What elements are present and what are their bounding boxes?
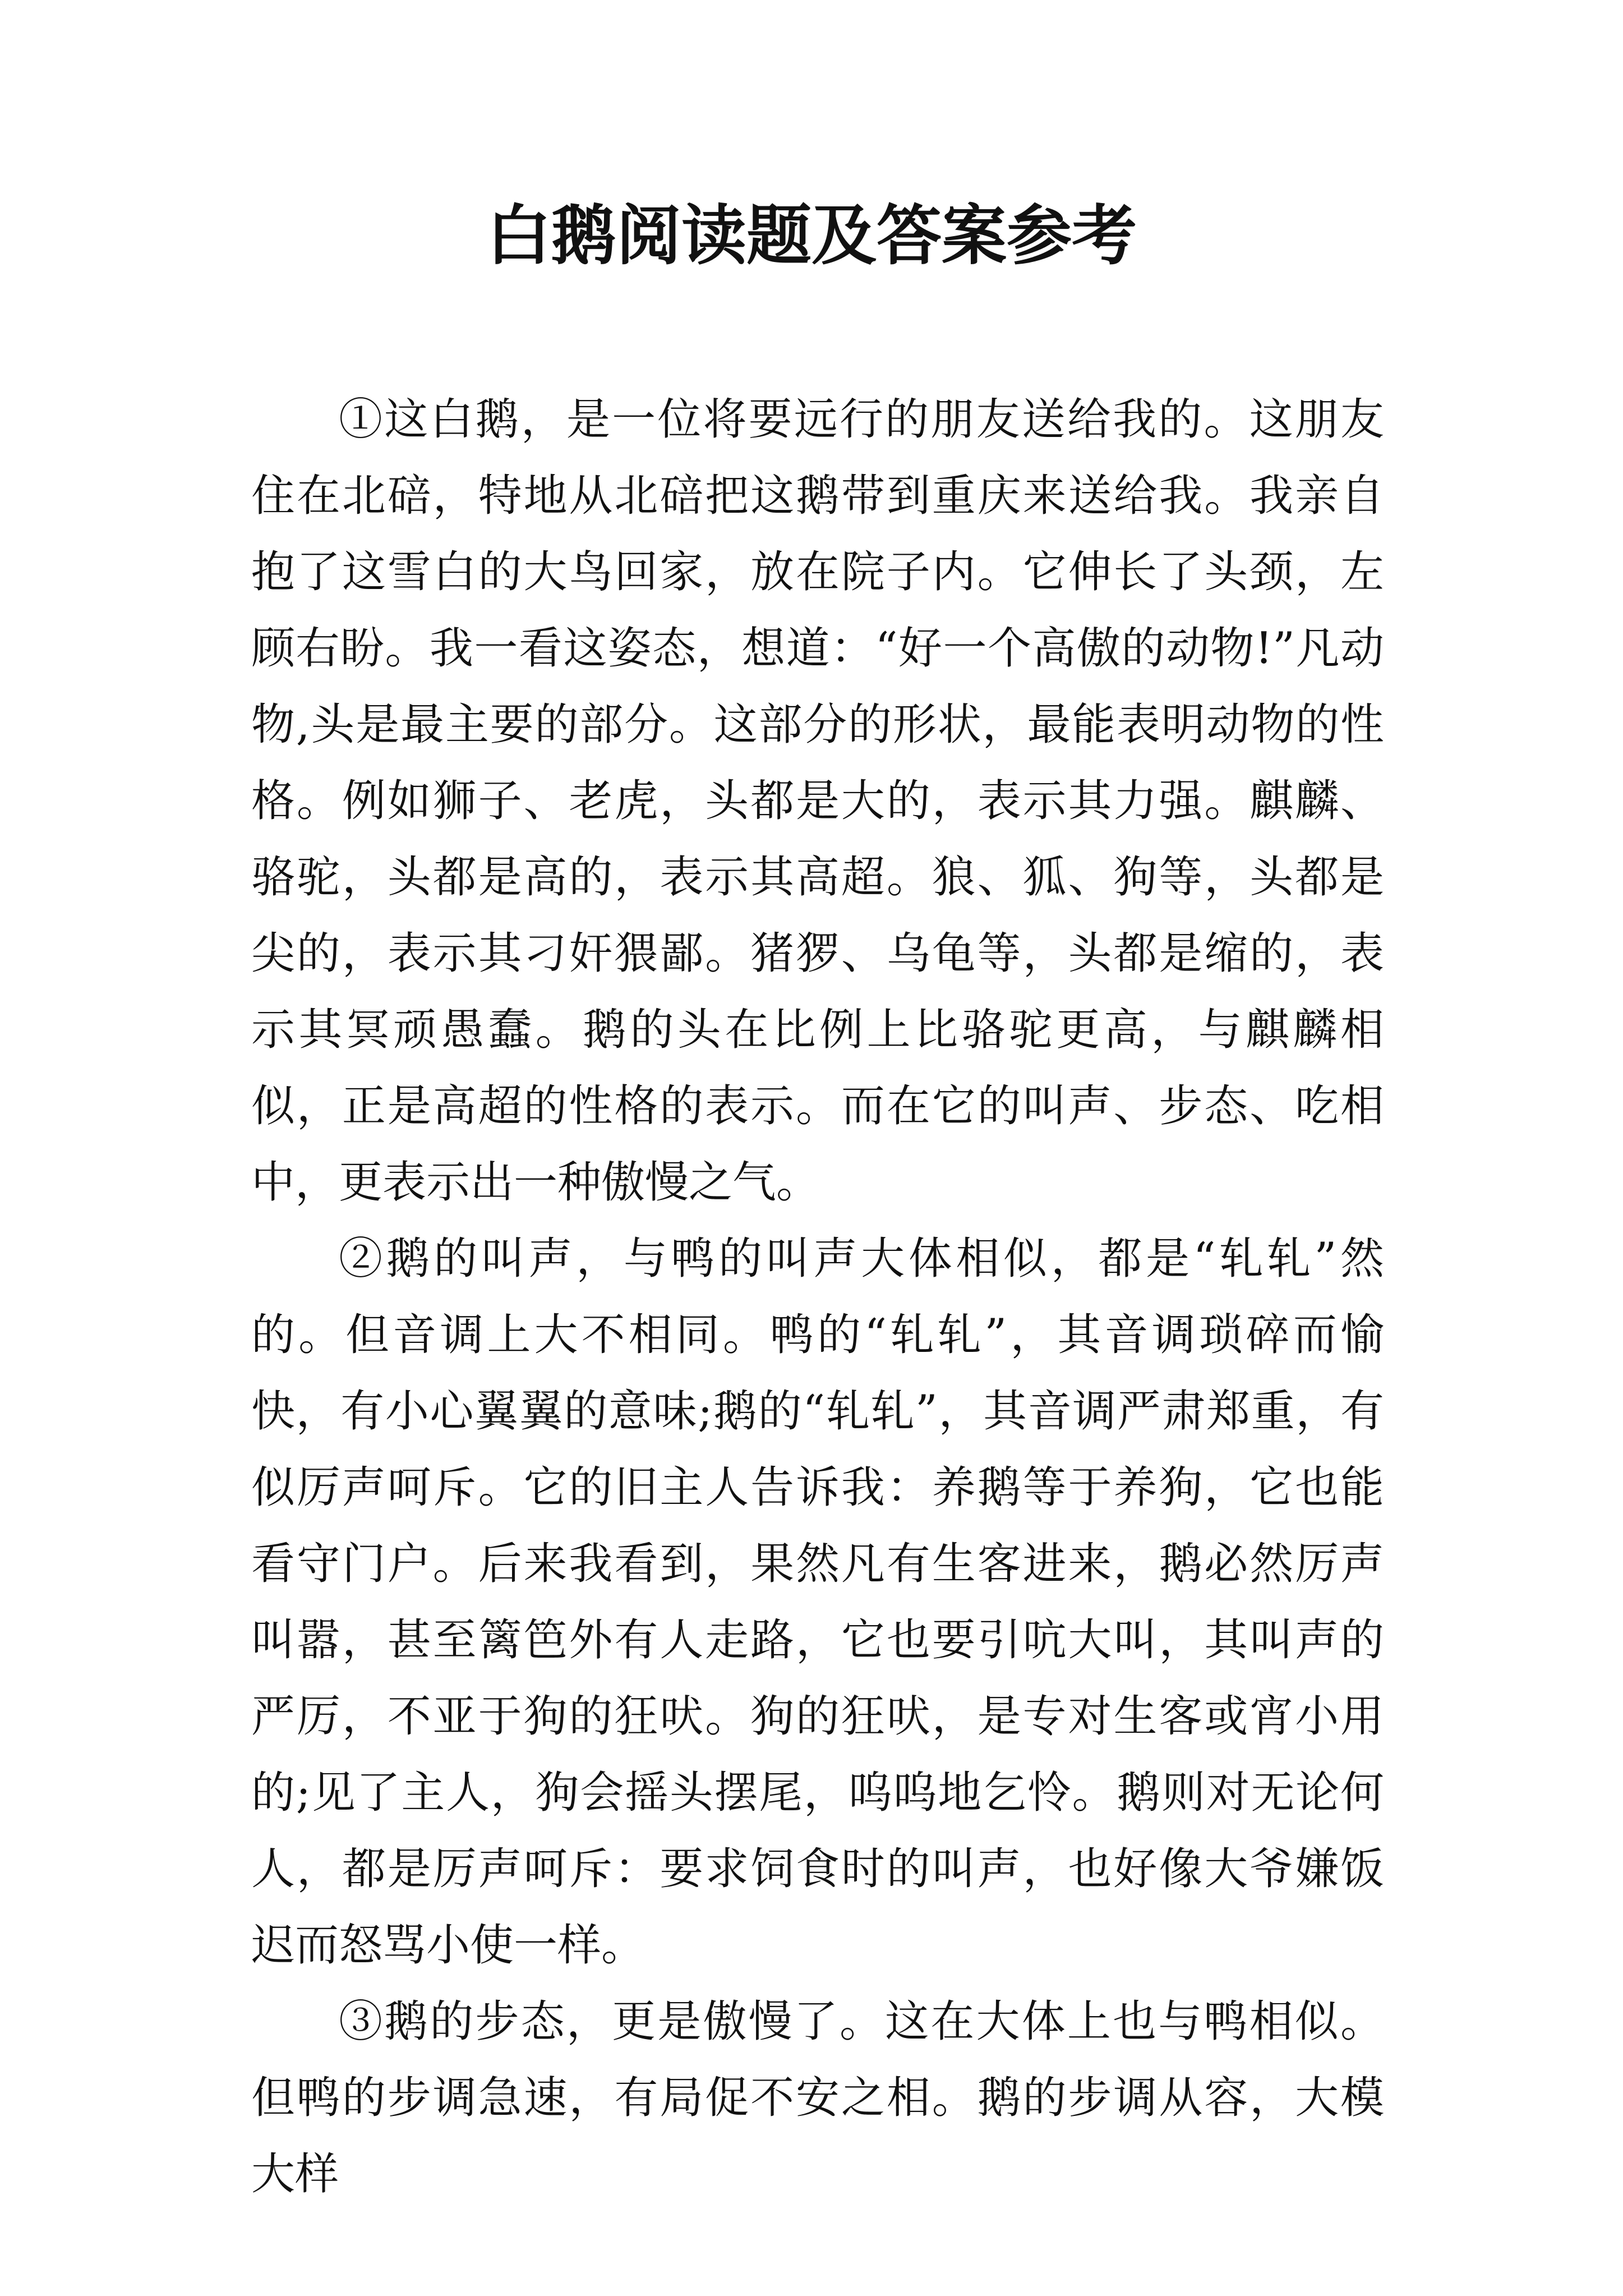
paragraph-3: ③鹅的步态，更是傲慢了。这在大体上也与鸭相似。但鸭的步调急速，有局促不安之相。鹅的步调从容，大模大样 xyxy=(251,1996,1384,2200)
document-body xyxy=(251,381,1384,2212)
paragraph-2: ②鹅的叫声，与鸭的叫声大体相似，都是“轧轧”然的。但音调上大不相同。鸭的“轧轧”，其音调琐碎而愉快，有小心翼翼的意味;鹅的“轧轧”，其音调严肃郑重，有似厉声呵斥。它的旧主人告诉我：养鹅等于养狗，它也能看守门户。后来我看到，果然凡有生客进来，鹅必然厉声叫嚣，甚至篱笆外有人走路，它也要引吭大叫，其叫声的严厉，不亚于狗的狂吠。狗的狂吠，是专对生客或宵小用的;见了主人，狗会摇头摆尾，呜呜地乞怜。鹅则对无论何人，都是厉声呵斥：要求饲食时的叫声，也好像大爷嫌饭迟而怒骂小使一样。 xyxy=(251,1234,1384,1971)
paragraph-1: ①这白鹅，是一位将要远行的朋友送给我的。这朋友住在北碚，特地从北碚把这鹅带到重庆来送给我。我亲自抱了这雪白的大鸟回家，放在院子内。它伸长了头颈，左顾右盼。我一看这姿态，想道：“好一个高傲的动物!”凡动物,头是最主要的部分。这部分的形状，最能表明动物的性格。例如狮子、老虎，头都是大的，表示其力强。麒麟、骆驼，头都是高的，表示其高超。狼、狐、狗等，头都是尖的，表示其刁奸猥鄙。猪猡、乌龟等，头都是缩的，表示其冥顽愚蠢。鹅的头在比例上比骆驼更高，与麒麟相似，正是高超的性格的表示。而在它的叫声、步态、吃相中，更表示出一种傲慢之气。 xyxy=(251,394,1384,1208)
document-title: 白鹅阅读题及答案参考 xyxy=(486,197,1137,274)
